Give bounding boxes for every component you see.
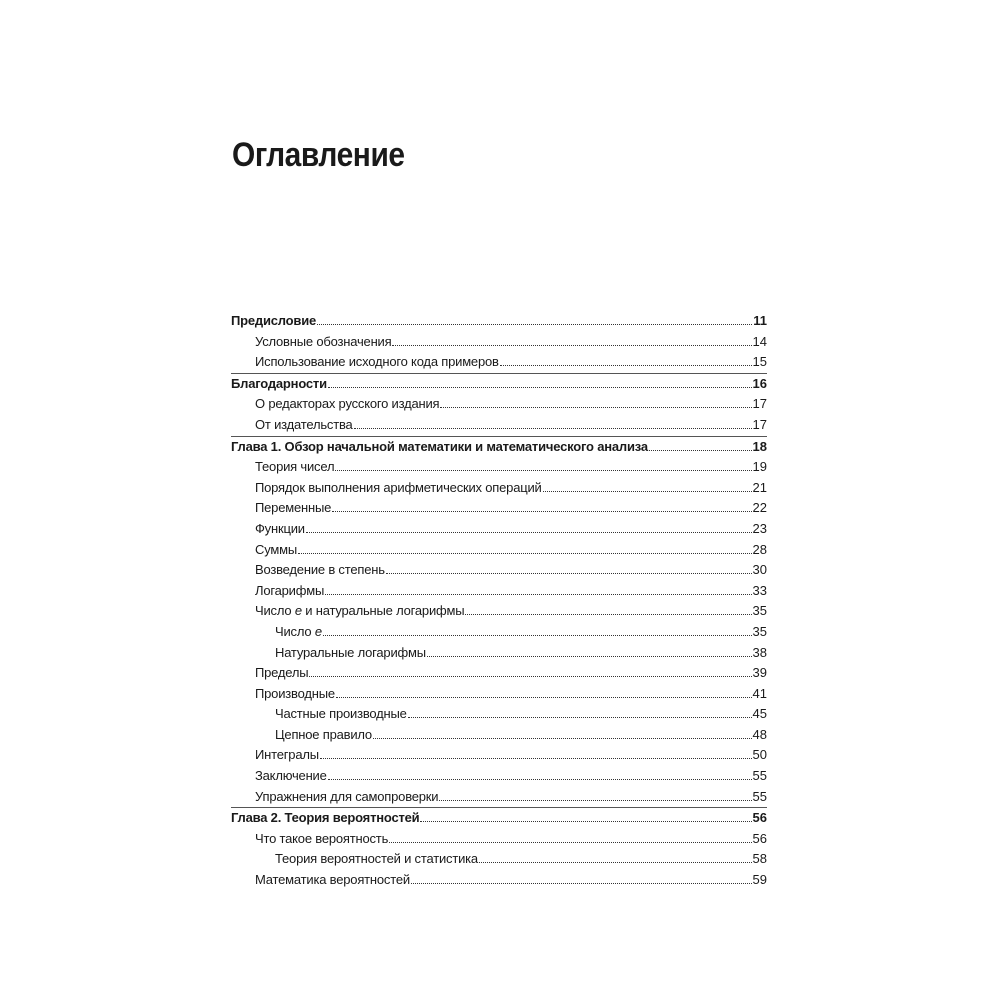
dot-leader <box>543 491 752 492</box>
toc-section-entry[interactable] <box>231 829 767 850</box>
toc-entry-title: Логарифмы <box>255 582 325 598</box>
dot-leader <box>465 614 751 615</box>
toc-page-number: 14 <box>752 333 767 349</box>
dot-leader <box>328 779 752 780</box>
toc-entry-title: Заключение <box>255 768 327 784</box>
toc-page-number: 55 <box>752 768 767 784</box>
toc-page-number: 16 <box>752 375 767 391</box>
toc-page-number: 48 <box>752 726 767 742</box>
toc-page-number: 28 <box>752 541 767 557</box>
toc-section-entry[interactable] <box>231 478 767 499</box>
toc-section-entry[interactable] <box>231 332 767 353</box>
toc-entry-title: От издательства <box>255 416 353 432</box>
toc-page-number: 38 <box>752 644 767 660</box>
dot-leader <box>386 573 752 574</box>
toc-chapter-entry[interactable] <box>231 436 767 458</box>
toc-entry-title: Возведение в степень <box>255 562 385 578</box>
toc-chapter-entry[interactable] <box>231 807 767 829</box>
dot-leader <box>320 758 752 759</box>
toc-section-entry[interactable] <box>231 663 767 684</box>
toc-entry-title: Глава 1. Обзор начальной математики и математического анализа <box>231 438 648 454</box>
dot-leader <box>479 862 752 863</box>
dot-leader <box>439 800 751 801</box>
toc-section-entry[interactable] <box>231 540 767 561</box>
toc-page-number: 18 <box>752 438 767 454</box>
toc-page-number: 35 <box>752 603 767 619</box>
dot-leader <box>323 635 752 636</box>
toc-section-entry[interactable] <box>231 457 767 478</box>
toc-subsection-entry[interactable] <box>231 643 767 664</box>
dot-leader <box>408 717 752 718</box>
toc-page-number: 19 <box>752 459 767 475</box>
dot-leader <box>325 594 751 595</box>
toc-entry-title: Использование исходного кода примеров <box>255 354 499 370</box>
dot-leader <box>328 387 752 388</box>
toc-chapter-entry[interactable] <box>231 311 767 332</box>
toc-section-entry[interactable] <box>231 787 767 808</box>
toc-page-number: 59 <box>752 872 767 888</box>
dot-leader <box>306 532 752 533</box>
toc-section-entry[interactable] <box>231 394 767 415</box>
dot-leader <box>389 842 751 843</box>
toc-page-number: 35 <box>752 623 767 639</box>
toc-page-number: 41 <box>752 685 767 701</box>
toc-entry-title: Цепное правило <box>275 726 372 742</box>
page-title: Оглавление <box>232 136 405 174</box>
toc-entry-title: Предисловие <box>231 313 317 328</box>
toc-section-entry[interactable] <box>231 560 767 581</box>
toc-entry-title: Глава 2. Теория вероятностей <box>231 810 420 826</box>
toc-section-entry[interactable] <box>231 870 767 891</box>
table-of-contents <box>231 311 767 891</box>
toc-entry-title: Теория вероятностей и статистика <box>275 851 478 867</box>
toc-entry-title: Математика вероятностей <box>255 872 410 888</box>
toc-page-number: 33 <box>752 582 767 598</box>
toc-entry-title: Переменные <box>255 500 332 516</box>
dot-leader <box>332 511 751 512</box>
toc-page-number: 21 <box>752 479 767 495</box>
toc-entry-title: Число e <box>275 623 322 639</box>
toc-page-number: 56 <box>752 810 767 826</box>
dot-leader <box>392 345 751 346</box>
toc-section-entry[interactable] <box>231 745 767 766</box>
toc-section-entry[interactable] <box>231 601 767 622</box>
toc-page-number: 58 <box>752 851 767 867</box>
dot-leader <box>354 428 752 429</box>
toc-entry-title: Теория чисел <box>255 459 335 475</box>
toc-section-entry[interactable] <box>231 519 767 540</box>
toc-page-number: 50 <box>752 747 767 763</box>
dot-leader <box>420 821 751 822</box>
dot-leader <box>373 738 752 739</box>
dot-leader <box>317 324 752 325</box>
toc-subsection-entry[interactable] <box>231 704 767 725</box>
toc-subsection-entry[interactable] <box>231 725 767 746</box>
dot-leader <box>500 365 752 366</box>
toc-entry-title: Частные производные <box>275 706 407 722</box>
toc-section-entry[interactable] <box>231 352 767 373</box>
dot-leader <box>309 676 751 677</box>
toc-section-entry[interactable] <box>231 766 767 787</box>
dot-leader <box>298 553 752 554</box>
toc-section-entry[interactable] <box>231 415 767 436</box>
toc-entry-title: О редакторах русского издания <box>255 396 440 412</box>
dot-leader <box>427 656 752 657</box>
toc-entry-title: Пределы <box>255 665 309 681</box>
toc-section-entry[interactable] <box>231 498 767 519</box>
toc-page-number: 30 <box>752 562 767 578</box>
toc-page-number: 23 <box>752 520 767 536</box>
toc-page-number: 55 <box>752 788 767 804</box>
toc-entry-title: Натуральные логарифмы <box>275 644 426 660</box>
toc-page-number: 45 <box>752 706 767 722</box>
toc-page-number: 15 <box>752 354 767 370</box>
toc-page-number: 17 <box>752 416 767 432</box>
toc-entry-title: Число e и натуральные логарифмы <box>255 603 465 619</box>
toc-entry-title: Что такое вероятность <box>255 830 389 846</box>
toc-entry-title: Суммы <box>255 541 297 557</box>
toc-page-number: 39 <box>752 665 767 681</box>
toc-page-number: 56 <box>752 830 767 846</box>
dot-leader <box>440 407 751 408</box>
toc-subsection-entry[interactable] <box>231 622 767 643</box>
toc-entry-title: Порядок выполнения арифметических операций <box>255 479 542 495</box>
toc-page-number: 22 <box>752 500 767 516</box>
dot-leader <box>336 697 752 698</box>
toc-entry-title: Условные обозначения <box>255 333 392 349</box>
toc-subsection-entry[interactable] <box>231 849 767 870</box>
dot-leader <box>411 883 752 884</box>
toc-page-number: 17 <box>752 396 767 412</box>
toc-entry-title: Упражнения для самопроверки <box>255 788 439 804</box>
toc-page-number: 11 <box>753 313 767 328</box>
toc-entry-title: Благодарности <box>231 375 327 391</box>
toc-entry-title: Интегралы <box>255 747 319 763</box>
toc-entry-title: Функции <box>255 520 305 536</box>
toc-section-entry[interactable] <box>231 684 767 705</box>
toc-chapter-entry[interactable] <box>231 373 767 395</box>
dot-leader <box>335 470 751 471</box>
dot-leader <box>649 450 752 451</box>
toc-section-entry[interactable] <box>231 581 767 602</box>
toc-entry-title: Производные <box>255 685 335 701</box>
